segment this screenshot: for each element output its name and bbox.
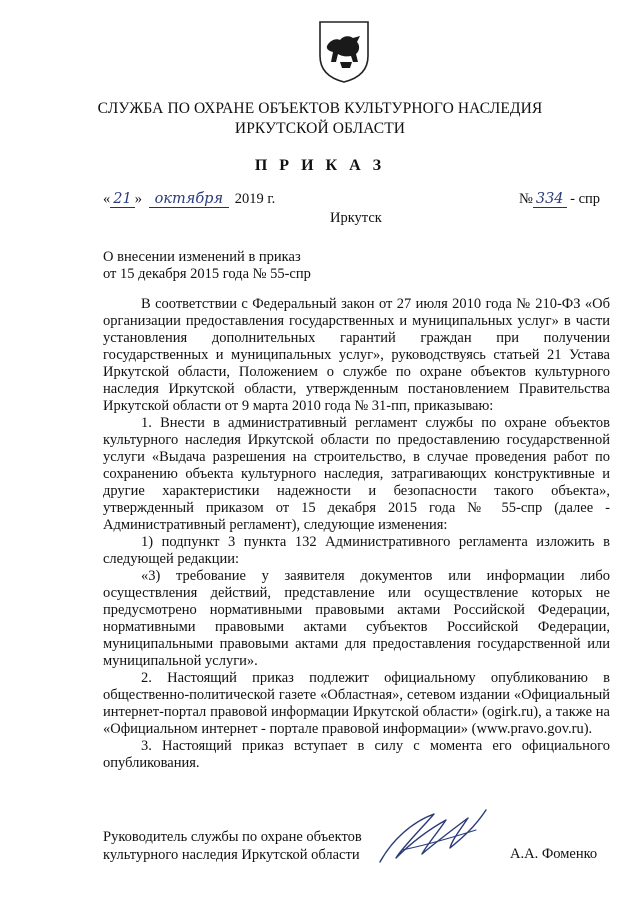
order-date	[103, 191, 275, 208]
date-month-handwritten: октября	[149, 191, 229, 208]
item-1-subitem-1-paragraph: 1) подпункт 3 пункта 132 Административного регламента изложить в следующей редакции:	[103, 534, 610, 567]
number-prefix: №	[519, 191, 533, 207]
item-3-paragraph: 3. Настоящий приказ вступает в силу с момента его официального опубликования.	[103, 738, 610, 771]
number-handwritten: 334	[533, 191, 567, 208]
date-year: 2019 г.	[234, 191, 276, 207]
preamble-paragraph: В соответствии с Федеральный закон от 27 июля 2010 года № 210-ФЗ «Об организации предоставления государственных и муниципальных услуг» в части установления дополнительных гарантий граждан при получении государственных и муниципальных услуг», руководствуясь статьей 21 Устава Иркутской области, Положением о службе по охране объектов культурного наследия Иркутской области, утвержденным постановлением Правительства Иркутской области от 9 марта 2010 года № 31-пп, приказываю:	[103, 296, 610, 414]
item-2-paragraph: 2. Настоящий приказ подлежит официальному опубликованию в общественно-политической газете «Областная», сетевом издании «Официальный интернет-портал правовой информации Иркутской области» (ogirk.ru), а также на «Официальном интернет - портале правовой информации» (www.pravo.gov.ru).	[103, 670, 610, 737]
order-number	[519, 191, 600, 208]
signatory-name: А.А. Фоменко	[510, 846, 598, 862]
city: Иркутск	[330, 210, 382, 226]
date-close-quote: »	[134, 191, 142, 207]
position-line2: культурного наследия Иркутской области	[103, 847, 360, 863]
organization-name-line2: ИРКУТСКОЙ ОБЛАСТИ	[234, 120, 406, 137]
organization-name-line1: СЛУЖБА ПО ОХРАНЕ ОБЪЕКТОВ КУЛЬТУРНОГО НАСЛЕДИЯ	[97, 100, 543, 117]
quoted-amendment-paragraph: «3) требование у заявителя документов или информации либо осуществления действий, представление или осуществление которых не предусмотрено нормативными правовыми актами Российской Федерации, нормативными правовыми актами субъектов Российской Федерации, муниципальными правовыми актами для предоставления государственной или муниципальной услуги».	[103, 568, 610, 669]
subject-line1: О внесении изменений в приказ	[103, 249, 301, 265]
subject-line2: от 15 декабря 2015 года № 55-спр	[103, 266, 311, 282]
date-day-handwritten: 21	[110, 191, 134, 208]
signatory-position	[103, 828, 362, 864]
position-line1: Руководитель службы по охране объектов	[103, 829, 362, 845]
date-open-quote: «	[103, 191, 111, 207]
item-1-paragraph: 1. Внести в административный регламент службы по охране объектов культурного наследия Иркутской области по предоставлению государственной услуги «Выдача разрешения на строительство, в случае проведения работ по сохранению объекта культурного наследия, затрагивающих конструктивные и другие характеристики надежности и безопасности такого объекта», утвержденный приказом от 15 декабря 2015 года № 55-спр (далее - Административный регламент), следующие изменения:	[103, 415, 610, 533]
handwritten-signature	[372, 800, 492, 870]
document-title: П Р И К А З	[254, 157, 386, 174]
order-subject	[103, 249, 311, 283]
order-body	[103, 296, 610, 772]
number-suffix: - спр	[570, 191, 601, 207]
coat-of-arms-emblem	[316, 18, 372, 84]
